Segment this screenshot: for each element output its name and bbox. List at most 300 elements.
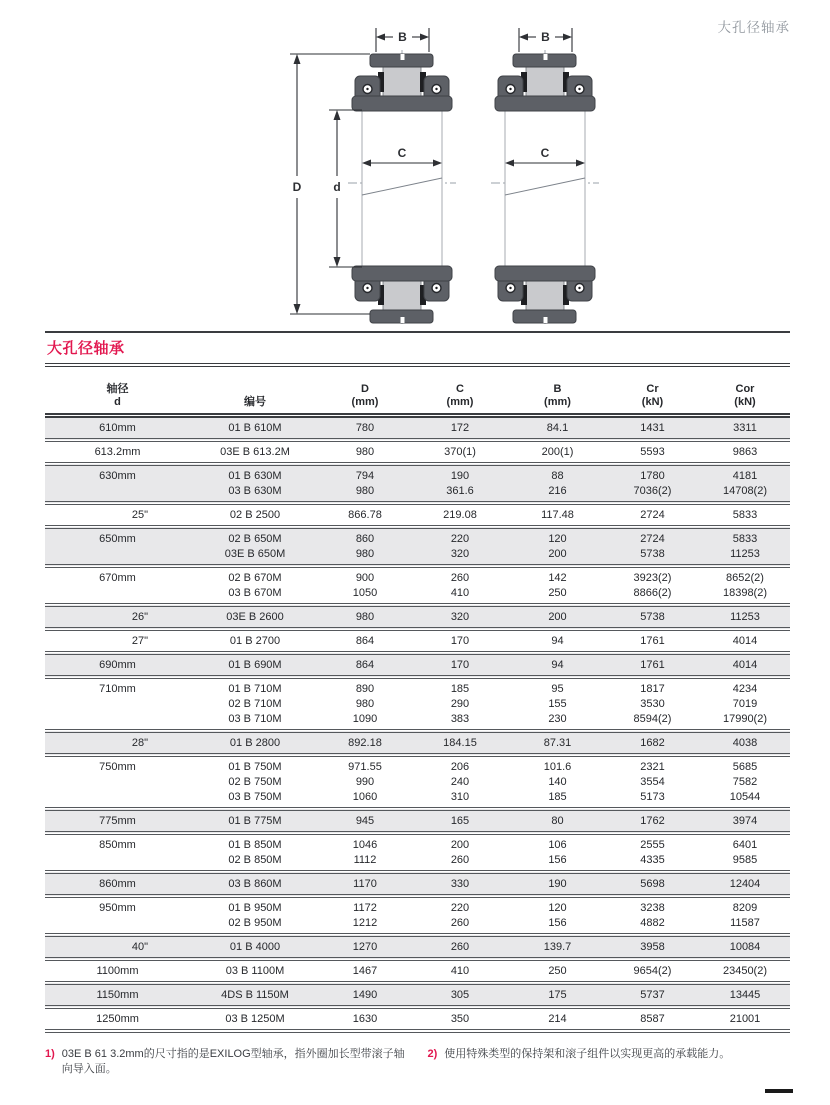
cell-line: 5685 [732,761,758,773]
b-cell [510,503,605,527]
cell-line: 4DS B 1150M [221,989,289,1001]
shaft-diameter-cell: 670mm [99,572,136,584]
cr-cell [605,629,700,653]
cr-cell [605,959,700,983]
cor-cell [700,629,790,653]
b-cell [510,833,605,872]
cr-cell [605,833,700,872]
d-outer-cell [320,935,410,959]
bearing-body [362,111,442,266]
cr-cell [605,416,700,441]
cell-line: 220 [450,902,470,914]
cell-line: 200 [548,611,567,623]
d-outer-cell [320,527,410,566]
cell-line: 1467 [352,965,378,977]
cell-line: 310 [450,791,470,803]
dim-label-C: C [397,146,407,160]
cell-line: 214 [548,1013,567,1025]
c-cell [410,1007,510,1031]
cell-line: 216 [548,485,567,497]
cell-line: 1212 [352,917,378,929]
column-header: 轴径 d [45,377,190,416]
cell-line: 01 B 750M [228,761,282,773]
cr-cell [605,731,700,755]
cell-line: 11253 [730,548,760,560]
cell-line: 383 [450,713,470,725]
cell-line: 95 [551,683,564,695]
cell-line: 13445 [729,989,761,1001]
cell-line: 12404 [729,878,761,890]
cell-line: 8652(2) [726,572,764,584]
table-row [45,959,790,983]
table-row [45,503,790,527]
b-cell [510,440,605,464]
cell-line: 03 B 670M [228,587,282,599]
cell-line: 219.08 [443,509,477,521]
shaft-diameter-cell: 1250mm [96,1013,139,1025]
d-outer-cell [320,755,410,809]
cell-line: 330 [450,878,470,890]
cell-line: 206 [450,761,470,773]
cr-cell [605,935,700,959]
d-outer-cell [320,809,410,833]
cell-line: 1817 [640,683,665,695]
d-outer-cell [320,833,410,872]
b-cell [510,653,605,677]
cell-line: 87.31 [543,737,572,749]
table-header-row [45,377,790,416]
dim-label-D: D [292,180,302,194]
cell-line: 4181 [732,470,758,482]
cell-line: 101.6 [543,761,572,773]
bearing-cross-section [348,28,456,324]
column-header: 编号 [190,377,320,416]
cr-cell [605,566,700,605]
cell-line: 200 [548,548,567,560]
cell-line: 290 [450,698,470,710]
cell-line: 01 B 630M [228,470,282,482]
cell-line: 5738 [640,548,665,560]
c-cell [410,527,510,566]
cell-line: 260 [450,917,470,929]
cell-line: 794 [355,470,375,482]
cell-line: 01 B 2800 [229,737,281,749]
shaft-diameter-cell: 630mm [99,470,136,482]
cell-line: 361.6 [446,485,474,497]
cell-line: 3958 [640,941,665,953]
cell-line: 155 [548,698,567,710]
cell-line: 175 [548,989,567,1001]
cell-line: 1780 [640,470,665,482]
cor-cell [700,983,790,1007]
cell-line: 172 [450,422,470,434]
cell-line: 03 B 630M [228,485,282,497]
c-cell [410,566,510,605]
d-outer-cell [320,959,410,983]
cell-line: 156 [548,854,567,866]
c-cell [410,755,510,809]
d-outer-cell [320,566,410,605]
cell-line: 190 [548,878,567,890]
bore-diameter-dimension [329,110,362,267]
cell-line: 170 [450,635,470,647]
cell-line: 185 [548,791,567,803]
cell-line: 7019 [732,698,758,710]
b-cell [510,731,605,755]
cell-line: 890 [355,683,375,695]
cell-line: 4882 [640,917,665,929]
b-cell [510,755,605,809]
cell-line: 980 [355,611,375,623]
cell-line: 9863 [732,446,758,458]
cell-line: 14708(2) [722,485,768,497]
section-title: 大孔径轴承 [47,340,125,357]
cell-line: 1490 [352,989,378,1001]
cell-line: 140 [548,776,567,788]
table-row [45,629,790,653]
cr-cell [605,503,700,527]
b-cell [510,629,605,653]
cell-line: 01 B 775M [228,815,282,827]
cor-cell [700,464,790,503]
cell-line: 370(1) [444,446,476,458]
cr-cell [605,527,700,566]
cell-line: 03 B 1100M [225,965,285,977]
cell-line: 03E B 2600 [226,611,284,623]
cell-line: 10084 [729,941,761,953]
d-outer-cell [320,503,410,527]
designation-cell [190,527,320,566]
designation-cell [190,629,320,653]
designation-cell [190,896,320,935]
cell-line: 190 [450,470,470,482]
cor-cell [700,1007,790,1031]
cell-line: 305 [450,989,470,1001]
cor-cell [700,959,790,983]
footnote-2-marker: 2) [427,1048,438,1060]
shaft-diameter-cell: 710mm [99,683,136,695]
shaft-diameter-cell: 1100mm [96,965,139,977]
b-cell [510,872,605,896]
cell-line: 01 B 690M [228,659,282,671]
cell-line: 1682 [640,737,665,749]
cell-line: 02 B 750M [228,776,282,788]
cell-line: 01 B 4000 [229,941,281,953]
cell-line: 5173 [640,791,665,803]
cor-cell [700,935,790,959]
cell-line: 1170 [353,878,377,890]
cell-line: 320 [450,611,470,623]
c-cell [410,416,510,441]
table-row [45,935,790,959]
designation-cell [190,935,320,959]
cell-line: 03 B 710M [228,713,282,725]
cell-line: 4014 [732,659,758,671]
cell-line: 120 [548,533,567,545]
d-outer-cell [320,872,410,896]
cor-cell [700,677,790,731]
table-row [45,833,790,872]
d-outer-cell [320,731,410,755]
cr-cell [605,677,700,731]
b-cell [510,1007,605,1031]
cell-line: 10544 [729,791,761,803]
cell-line: 1762 [640,815,665,827]
footnote-2 [428,1047,791,1077]
d-outer-cell [320,416,410,441]
table-row [45,464,790,503]
cell-line: 142 [548,572,567,584]
bearing-cross-section-right [491,28,599,324]
d-outer-cell [320,440,410,464]
cell-line: 3554 [640,776,665,788]
shaft-diameter-cell: 28" [131,737,148,749]
column-header: Cor (kN) [700,377,790,416]
cell-line: 5833 [732,533,758,545]
cell-line: 200 [450,839,470,851]
cell-line: 4014 [732,635,758,647]
cell-line: 6401 [732,839,758,851]
table-row [45,896,790,935]
shaft-diameter-cell: 690mm [99,659,136,671]
cell-line: 990 [355,776,375,788]
cell-line: 320 [450,548,470,560]
cell-line: 260 [450,572,470,584]
cell-line: 02 B 950M [228,917,282,929]
footnote-1 [45,1047,408,1077]
cell-line: 200(1) [541,446,574,458]
cell-line: 1761 [640,635,665,647]
bearing-cross-section-svg [270,26,630,332]
cell-line: 3311 [733,422,757,434]
cell-line: 1050 [352,587,378,599]
shaft-diameter-cell: 775mm [99,815,136,827]
d-outer-cell [320,1007,410,1031]
cell-line: 106 [548,839,567,851]
c-cell [410,896,510,935]
shaft-diameter-cell: 40" [131,941,148,953]
dim-label-d: d [333,180,341,194]
cell-line: 8209 [732,902,758,914]
cr-cell [605,872,700,896]
bearing-diagram [270,26,630,332]
cell-line: 1172 [353,902,377,914]
shaft-diameter-cell: 950mm [99,902,136,914]
column-header: D (mm) [320,377,410,416]
cell-line: 864 [355,659,375,671]
cell-line: 892.18 [348,737,382,749]
cell-line: 03E B 613.2M [220,446,290,458]
c-cell [410,731,510,755]
d-outer-cell [320,653,410,677]
designation-cell [190,959,320,983]
cell-line: 5833 [732,509,758,521]
cell-line: 01 B 710M [228,683,282,695]
cor-cell [700,440,790,464]
designation-cell [190,1007,320,1031]
cell-line: 01 B 950M [228,902,282,914]
cell-line: 23450(2) [722,965,768,977]
cell-line: 3923(2) [633,572,672,584]
cell-line: 8594(2) [633,713,672,725]
cell-line: 120 [548,902,567,914]
cell-line: 184.15 [443,737,477,749]
cell-line: 230 [548,713,567,725]
cell-line: 9585 [732,854,758,866]
cell-line: 17990(2) [722,713,768,725]
cor-cell [700,731,790,755]
cor-cell [700,755,790,809]
cell-line: 11253 [730,611,760,623]
cell-line: 02 B 850M [228,854,282,866]
cell-line: 94 [551,659,564,671]
designation-cell [190,833,320,872]
cell-line: 4234 [732,683,758,695]
cor-cell [700,416,790,441]
cell-line: 8866(2) [633,587,672,599]
table-row [45,983,790,1007]
c-cell [410,833,510,872]
footnote-1-text: 03E B 61 3.2mm的尺寸指的是EXILOG型轴承，指外圈加长型带滚子轴向导入面。 [61,1048,405,1075]
table-row [45,755,790,809]
cell-line: 5593 [640,446,665,458]
cell-line: 02 B 2500 [229,509,281,521]
cell-line: 3974 [732,815,758,827]
shaft-diameter-cell: 860mm [99,878,136,890]
cr-cell [605,983,700,1007]
d-outer-cell [320,605,410,629]
cor-cell [700,833,790,872]
cell-line: 01 B 850M [228,839,282,851]
cell-line: 7582 [732,776,758,788]
cell-line: 80 [551,815,564,827]
b-cell [510,605,605,629]
cell-line: 94 [551,635,564,647]
d-outer-cell [320,464,410,503]
cor-cell [700,872,790,896]
cell-line: 866.78 [348,509,382,521]
shaft-diameter-cell: 27" [131,635,148,647]
shaft-diameter-cell: 25" [131,509,148,521]
d-outer-cell [320,983,410,1007]
c-cell [410,959,510,983]
cell-line: 170 [450,659,470,671]
cell-line: 250 [548,587,567,599]
designation-cell [190,872,320,896]
cell-line: 980 [355,548,375,560]
cell-line: 350 [450,1013,470,1025]
shaft-diameter-cell: 750mm [99,761,136,773]
cell-line: 1046 [352,839,378,851]
c-cell [410,935,510,959]
cell-line: 220 [450,533,470,545]
cell-line: 1060 [352,791,378,803]
designation-cell [190,983,320,1007]
c-cell [410,605,510,629]
c-cell [410,629,510,653]
shaft-diameter-cell: 26" [131,611,148,623]
cell-line: 3530 [640,698,665,710]
cell-line: 11587 [730,917,760,929]
table-row [45,566,790,605]
cor-cell [700,809,790,833]
b-cell [510,416,605,441]
footnotes [45,1047,790,1077]
cell-line: 185 [450,683,470,695]
cell-line: 7036(2) [633,485,672,497]
cell-line: 9654(2) [633,965,672,977]
cell-line: 2724 [640,533,665,545]
cell-line: 900 [355,572,375,584]
cell-line: 410 [450,965,470,977]
cr-cell [605,440,700,464]
designation-cell [190,464,320,503]
cell-line: 2555 [640,839,665,851]
cr-cell [605,605,700,629]
cell-line: 21001 [729,1013,761,1025]
b-cell [510,809,605,833]
cell-line: 5698 [640,878,665,890]
page-edge-tab [765,1089,793,1093]
cell-line: 260 [450,941,470,953]
cor-cell [700,527,790,566]
designation-cell [190,677,320,731]
cell-line: 01 B 610M [228,422,282,434]
cor-cell [700,503,790,527]
footnote-1-marker: 1) [45,1048,55,1060]
bearing-spec-table [45,377,790,1033]
cell-line: 971.55 [348,761,382,773]
designation-cell [190,416,320,441]
cell-line: 780 [355,422,375,434]
outer-ring-top [352,96,452,111]
table-row [45,809,790,833]
b-cell [510,464,605,503]
cell-line: 1112 [353,854,377,866]
cell-line: 860 [355,533,375,545]
cell-line: 1270 [352,941,378,953]
table-row [45,677,790,731]
designation-cell [190,605,320,629]
outer-ring-bottom [352,266,452,281]
cell-line: 18398(2) [722,587,768,599]
cell-line: 410 [450,587,470,599]
table-row [45,416,790,441]
c-cell [410,983,510,1007]
table-row [45,731,790,755]
d-outer-cell [320,896,410,935]
designation-cell [190,653,320,677]
cr-cell [605,653,700,677]
designation-cell [190,731,320,755]
cell-line: 88 [551,470,564,482]
cell-line: 02 B 710M [228,698,282,710]
table-row [45,440,790,464]
cell-line: 240 [450,776,470,788]
b-cell [510,983,605,1007]
cor-cell [700,605,790,629]
designation-cell [190,755,320,809]
cell-line: 117.48 [541,509,574,521]
table-row [45,872,790,896]
cell-line: 250 [548,965,567,977]
table-row [45,605,790,629]
c-cell [410,677,510,731]
d-outer-cell [320,677,410,731]
cell-line: 03E B 650M [224,548,286,560]
b-cell [510,677,605,731]
c-cell [410,653,510,677]
